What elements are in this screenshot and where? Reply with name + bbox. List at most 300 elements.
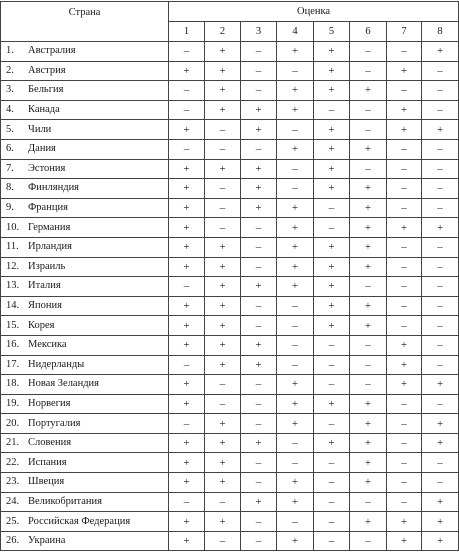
rating-cell: – bbox=[241, 453, 277, 473]
country-cell bbox=[1, 375, 169, 395]
rating-cell: + bbox=[169, 394, 205, 414]
table-row bbox=[1, 375, 459, 395]
row-number: 18. bbox=[6, 378, 20, 390]
rating-cell: + bbox=[422, 414, 459, 434]
rating-cell: – bbox=[277, 296, 314, 316]
row-number: 24. bbox=[6, 495, 20, 507]
table-row bbox=[1, 159, 459, 179]
rating-cell: – bbox=[350, 355, 387, 375]
rating-cell: – bbox=[422, 81, 459, 101]
rating-cell: + bbox=[241, 159, 277, 179]
country-name: Канада bbox=[28, 104, 60, 116]
country-cell bbox=[1, 296, 169, 316]
country-name: Норвегия bbox=[28, 397, 71, 409]
country-cell bbox=[1, 414, 169, 434]
row-number: 12. bbox=[6, 260, 20, 272]
rating-cell: – bbox=[314, 512, 350, 532]
rating-cell: – bbox=[277, 159, 314, 179]
rating-cell: + bbox=[169, 316, 205, 336]
rating-cell: + bbox=[387, 531, 422, 551]
row-number: 25. bbox=[6, 515, 20, 527]
rating-cell: + bbox=[277, 492, 314, 512]
rating-cell: – bbox=[314, 335, 350, 355]
column-header-8: 8 bbox=[422, 22, 459, 42]
rating-cell: – bbox=[387, 277, 422, 297]
rating-cell: + bbox=[169, 531, 205, 551]
rating-cell: – bbox=[422, 179, 459, 199]
table-row bbox=[1, 335, 459, 355]
rating-cell: – bbox=[277, 179, 314, 199]
row-number: 9. bbox=[6, 202, 14, 214]
rating-cell: + bbox=[277, 473, 314, 493]
table-row bbox=[1, 473, 459, 493]
rating-cell: – bbox=[350, 42, 387, 62]
table-row bbox=[1, 198, 459, 218]
country-cell bbox=[1, 473, 169, 493]
rating-cell: – bbox=[241, 375, 277, 395]
rating-cell: + bbox=[422, 42, 459, 62]
rating-cell: – bbox=[314, 198, 350, 218]
rating-cell: + bbox=[422, 433, 459, 453]
rating-cell: – bbox=[205, 394, 241, 414]
country-name: Корея bbox=[28, 319, 55, 331]
country-cell bbox=[1, 120, 169, 140]
table-row bbox=[1, 179, 459, 199]
rating-cell: + bbox=[350, 296, 387, 316]
rating-cell: + bbox=[205, 473, 241, 493]
country-cell bbox=[1, 198, 169, 218]
table-row bbox=[1, 100, 459, 120]
country-name: Российская Федерация bbox=[28, 515, 131, 527]
rating-cell: + bbox=[241, 100, 277, 120]
rating-cell: – bbox=[314, 473, 350, 493]
country-name: Австралия bbox=[28, 45, 76, 57]
rating-cell: – bbox=[169, 355, 205, 375]
country-cell bbox=[1, 139, 169, 159]
rating-cell: + bbox=[277, 375, 314, 395]
table-row bbox=[1, 394, 459, 414]
country-cell bbox=[1, 531, 169, 551]
rating-cell: + bbox=[169, 237, 205, 257]
country-cell bbox=[1, 100, 169, 120]
rating-cell: + bbox=[205, 61, 241, 81]
rating-cell: + bbox=[205, 42, 241, 62]
row-number: 17. bbox=[6, 358, 20, 370]
rating-cell: – bbox=[422, 159, 459, 179]
rating-cell: – bbox=[314, 100, 350, 120]
rating-cell: – bbox=[387, 198, 422, 218]
table-body bbox=[1, 42, 459, 551]
rating-cell: + bbox=[350, 473, 387, 493]
rating-cell: + bbox=[350, 257, 387, 277]
rating-cell: – bbox=[277, 335, 314, 355]
rating-cell: + bbox=[241, 355, 277, 375]
rating-cell: + bbox=[350, 81, 387, 101]
rating-cell: + bbox=[387, 355, 422, 375]
rating-cell: + bbox=[277, 100, 314, 120]
rating-cell: + bbox=[387, 100, 422, 120]
row-number: 14. bbox=[6, 300, 20, 312]
rating-cell: – bbox=[277, 453, 314, 473]
rating-cell: + bbox=[169, 296, 205, 316]
row-number: 1. bbox=[6, 45, 14, 57]
rating-cell: – bbox=[387, 316, 422, 336]
rating-cell: + bbox=[169, 120, 205, 140]
column-header-5: 5 bbox=[314, 22, 350, 42]
country-cell bbox=[1, 492, 169, 512]
rating-cell: – bbox=[387, 42, 422, 62]
table-row bbox=[1, 257, 459, 277]
rating-cell: + bbox=[169, 198, 205, 218]
rating-cell: + bbox=[169, 179, 205, 199]
country-cell bbox=[1, 355, 169, 375]
country-name: Нидерланды bbox=[28, 358, 85, 370]
rating-cell: – bbox=[350, 159, 387, 179]
rating-cell: – bbox=[205, 198, 241, 218]
table-row bbox=[1, 61, 459, 81]
row-number: 6. bbox=[6, 143, 14, 155]
country-name: Израиль bbox=[28, 260, 66, 272]
rating-cell: + bbox=[350, 237, 387, 257]
row-number: 16. bbox=[6, 339, 20, 351]
rating-cell: – bbox=[169, 81, 205, 101]
rating-cell: + bbox=[314, 433, 350, 453]
rating-cell: + bbox=[205, 335, 241, 355]
country-rating-table bbox=[0, 1, 459, 551]
table-row bbox=[1, 296, 459, 316]
rating-cell: – bbox=[387, 159, 422, 179]
rating-cell: + bbox=[205, 257, 241, 277]
rating-cell: + bbox=[169, 512, 205, 532]
rating-cell: – bbox=[241, 473, 277, 493]
column-header-1: 1 bbox=[169, 22, 205, 42]
country-cell bbox=[1, 237, 169, 257]
rating-cell: + bbox=[169, 218, 205, 238]
row-number: 4. bbox=[6, 104, 14, 116]
rating-cell: + bbox=[277, 81, 314, 101]
country-cell bbox=[1, 81, 169, 101]
rating-cell: + bbox=[314, 179, 350, 199]
table-row bbox=[1, 492, 459, 512]
country-name: Италия bbox=[28, 280, 61, 292]
rating-cell: + bbox=[205, 512, 241, 532]
rating-cell: – bbox=[314, 453, 350, 473]
rating-cell: – bbox=[350, 531, 387, 551]
rating-cell: – bbox=[422, 316, 459, 336]
rating-cell: – bbox=[241, 394, 277, 414]
rating-cell: + bbox=[387, 512, 422, 532]
rating-cell: – bbox=[169, 42, 205, 62]
country-name: Словения bbox=[28, 437, 72, 449]
rating-cell: – bbox=[241, 414, 277, 434]
rating-cell: + bbox=[169, 473, 205, 493]
rating-cell: – bbox=[169, 277, 205, 297]
country-cell bbox=[1, 433, 169, 453]
rating-cell: – bbox=[422, 198, 459, 218]
country-cell bbox=[1, 218, 169, 238]
rating-cell: – bbox=[277, 512, 314, 532]
rating-cell: – bbox=[314, 355, 350, 375]
country-name: Дания bbox=[28, 143, 56, 155]
rating-cell: – bbox=[314, 531, 350, 551]
table-row bbox=[1, 120, 459, 140]
country-name: Франция bbox=[28, 202, 68, 214]
rating-cell: – bbox=[241, 512, 277, 532]
rating-cell: – bbox=[277, 355, 314, 375]
country-cell bbox=[1, 159, 169, 179]
rating-cell: + bbox=[169, 433, 205, 453]
rating-cell: + bbox=[387, 120, 422, 140]
rating-cell: – bbox=[241, 81, 277, 101]
rating-cell: – bbox=[277, 120, 314, 140]
rating-cell: + bbox=[350, 453, 387, 473]
rating-cell: + bbox=[350, 414, 387, 434]
rating-cell: – bbox=[387, 179, 422, 199]
rating-cell: – bbox=[350, 100, 387, 120]
rating-cell: – bbox=[350, 61, 387, 81]
country-cell bbox=[1, 512, 169, 532]
rating-cell: + bbox=[422, 531, 459, 551]
rating-header: Оценка bbox=[169, 2, 459, 22]
rating-cell: – bbox=[387, 394, 422, 414]
rating-cell: + bbox=[314, 277, 350, 297]
country-name: Австрия bbox=[28, 64, 66, 76]
rating-cell: + bbox=[314, 296, 350, 316]
rating-cell: – bbox=[277, 433, 314, 453]
country-name: Бельгия bbox=[28, 84, 64, 96]
rating-cell: + bbox=[422, 375, 459, 395]
country-name: Швеция bbox=[28, 476, 65, 488]
rating-cell: – bbox=[205, 531, 241, 551]
rating-cell: – bbox=[205, 492, 241, 512]
rating-cell: + bbox=[387, 375, 422, 395]
table-row bbox=[1, 316, 459, 336]
table-row bbox=[1, 433, 459, 453]
rating-cell: + bbox=[277, 42, 314, 62]
country-cell bbox=[1, 335, 169, 355]
rating-cell: + bbox=[277, 218, 314, 238]
rating-cell: – bbox=[241, 257, 277, 277]
rating-cell: – bbox=[314, 375, 350, 395]
table-row bbox=[1, 531, 459, 551]
country-name: Португалия bbox=[28, 417, 81, 429]
table-row bbox=[1, 218, 459, 238]
country-name: Мексика bbox=[28, 339, 67, 351]
table-row bbox=[1, 42, 459, 62]
rating-cell: – bbox=[205, 120, 241, 140]
rating-cell: – bbox=[387, 139, 422, 159]
rating-cell: + bbox=[350, 433, 387, 453]
row-number: 2. bbox=[6, 64, 14, 76]
rating-cell: + bbox=[277, 198, 314, 218]
rating-cell: + bbox=[277, 531, 314, 551]
row-number: 23. bbox=[6, 476, 20, 488]
rating-cell: – bbox=[387, 473, 422, 493]
column-header-3: 3 bbox=[241, 22, 277, 42]
table-row bbox=[1, 414, 459, 434]
country-name: Германия bbox=[28, 221, 71, 233]
country-name: Новая Зеландия bbox=[28, 378, 99, 390]
rating-cell: – bbox=[205, 375, 241, 395]
row-number: 5. bbox=[6, 123, 14, 135]
rating-cell: + bbox=[169, 257, 205, 277]
rating-cell: – bbox=[422, 335, 459, 355]
rating-cell: – bbox=[422, 237, 459, 257]
rating-cell: – bbox=[241, 61, 277, 81]
rating-cell: + bbox=[422, 512, 459, 532]
rating-cell: + bbox=[241, 198, 277, 218]
rating-cell: – bbox=[422, 139, 459, 159]
rating-cell: + bbox=[314, 237, 350, 257]
rating-cell: – bbox=[169, 139, 205, 159]
rating-cell: + bbox=[277, 394, 314, 414]
country-name: Ирландия bbox=[28, 241, 73, 253]
rating-cell: + bbox=[169, 159, 205, 179]
row-number: 10. bbox=[6, 221, 20, 233]
rating-cell: + bbox=[241, 433, 277, 453]
rating-cell: – bbox=[277, 316, 314, 336]
rating-cell: – bbox=[169, 414, 205, 434]
country-name: Чили bbox=[28, 123, 52, 135]
rating-cell: + bbox=[241, 120, 277, 140]
rating-cell: + bbox=[350, 316, 387, 336]
rating-cell: – bbox=[350, 120, 387, 140]
row-number: 11. bbox=[6, 241, 19, 253]
table-row bbox=[1, 453, 459, 473]
country-cell bbox=[1, 257, 169, 277]
rating-cell: – bbox=[314, 218, 350, 238]
column-header-4: 4 bbox=[277, 22, 314, 42]
rating-cell: + bbox=[422, 120, 459, 140]
table-row bbox=[1, 237, 459, 257]
rating-cell: + bbox=[205, 100, 241, 120]
rating-cell: + bbox=[314, 139, 350, 159]
rating-cell: + bbox=[387, 61, 422, 81]
table-row bbox=[1, 277, 459, 297]
rating-cell: – bbox=[387, 296, 422, 316]
rating-cell: + bbox=[350, 512, 387, 532]
rating-cell: – bbox=[422, 100, 459, 120]
country-name: Испания bbox=[28, 456, 67, 468]
rating-cell: + bbox=[350, 394, 387, 414]
rating-cell: – bbox=[387, 453, 422, 473]
rating-cell: – bbox=[422, 453, 459, 473]
rating-cell: – bbox=[387, 414, 422, 434]
rating-cell: – bbox=[169, 100, 205, 120]
rating-cell: + bbox=[169, 375, 205, 395]
rating-cell: – bbox=[314, 492, 350, 512]
rating-cell: – bbox=[350, 492, 387, 512]
row-number: 22. bbox=[6, 456, 20, 468]
country-cell bbox=[1, 61, 169, 81]
rating-cell: – bbox=[205, 218, 241, 238]
rating-cell: – bbox=[241, 218, 277, 238]
rating-cell: – bbox=[241, 42, 277, 62]
country-name: Эстония bbox=[28, 162, 66, 174]
rating-cell: + bbox=[205, 237, 241, 257]
table-row bbox=[1, 81, 459, 101]
rating-cell: + bbox=[314, 42, 350, 62]
rating-cell: + bbox=[314, 257, 350, 277]
country-name: Великобритания bbox=[28, 495, 102, 507]
rating-cell: – bbox=[422, 277, 459, 297]
rating-cell: – bbox=[277, 61, 314, 81]
rating-cell: + bbox=[169, 335, 205, 355]
country-name: Украина bbox=[28, 535, 66, 547]
country-cell bbox=[1, 277, 169, 297]
rating-cell: – bbox=[422, 394, 459, 414]
rating-cell: – bbox=[350, 277, 387, 297]
rating-cell: – bbox=[422, 61, 459, 81]
rating-cell: + bbox=[205, 414, 241, 434]
rating-cell: – bbox=[387, 81, 422, 101]
rating-cell: + bbox=[277, 257, 314, 277]
rating-cell: – bbox=[422, 473, 459, 493]
rating-cell: – bbox=[350, 375, 387, 395]
rating-cell: + bbox=[241, 277, 277, 297]
country-cell bbox=[1, 42, 169, 62]
rating-cell: + bbox=[205, 277, 241, 297]
row-number: 7. bbox=[6, 162, 14, 174]
row-number: 8. bbox=[6, 182, 14, 194]
country-cell bbox=[1, 453, 169, 473]
row-number: 19. bbox=[6, 397, 20, 409]
rating-cell: + bbox=[314, 61, 350, 81]
row-number: 13. bbox=[6, 280, 20, 292]
rating-cell: – bbox=[241, 316, 277, 336]
rating-cell: – bbox=[205, 179, 241, 199]
country-cell bbox=[1, 316, 169, 336]
country-name: Япония bbox=[28, 300, 62, 312]
rating-cell: – bbox=[241, 139, 277, 159]
rating-cell: – bbox=[422, 257, 459, 277]
rating-cell: + bbox=[205, 296, 241, 316]
rating-cell: + bbox=[205, 81, 241, 101]
country-cell bbox=[1, 179, 169, 199]
table-row bbox=[1, 139, 459, 159]
row-number: 26. bbox=[6, 535, 20, 547]
rating-cell: – bbox=[205, 139, 241, 159]
rating-cell: + bbox=[241, 179, 277, 199]
rating-cell: + bbox=[241, 335, 277, 355]
rating-cell: – bbox=[241, 531, 277, 551]
rating-cell: – bbox=[241, 237, 277, 257]
country-header: Страна bbox=[1, 2, 169, 42]
rating-cell: + bbox=[205, 453, 241, 473]
rating-cell: + bbox=[350, 139, 387, 159]
rating-cell: – bbox=[350, 335, 387, 355]
rating-cell: + bbox=[169, 61, 205, 81]
rating-cell: + bbox=[277, 237, 314, 257]
rating-cell: – bbox=[387, 433, 422, 453]
rating-cell: – bbox=[422, 355, 459, 375]
country-cell bbox=[1, 394, 169, 414]
rating-cell: – bbox=[387, 492, 422, 512]
rating-cell: + bbox=[314, 394, 350, 414]
row-number: 21. bbox=[6, 437, 20, 449]
rating-cell: + bbox=[205, 159, 241, 179]
row-number: 20. bbox=[6, 417, 20, 429]
rating-cell: + bbox=[422, 218, 459, 238]
column-header-2: 2 bbox=[205, 22, 241, 42]
rating-cell: + bbox=[350, 198, 387, 218]
rating-cell: – bbox=[314, 414, 350, 434]
rating-cell: + bbox=[277, 139, 314, 159]
row-number: 15. bbox=[6, 319, 20, 331]
rating-cell: + bbox=[241, 492, 277, 512]
rating-cell: + bbox=[314, 159, 350, 179]
column-header-6: 6 bbox=[350, 22, 387, 42]
